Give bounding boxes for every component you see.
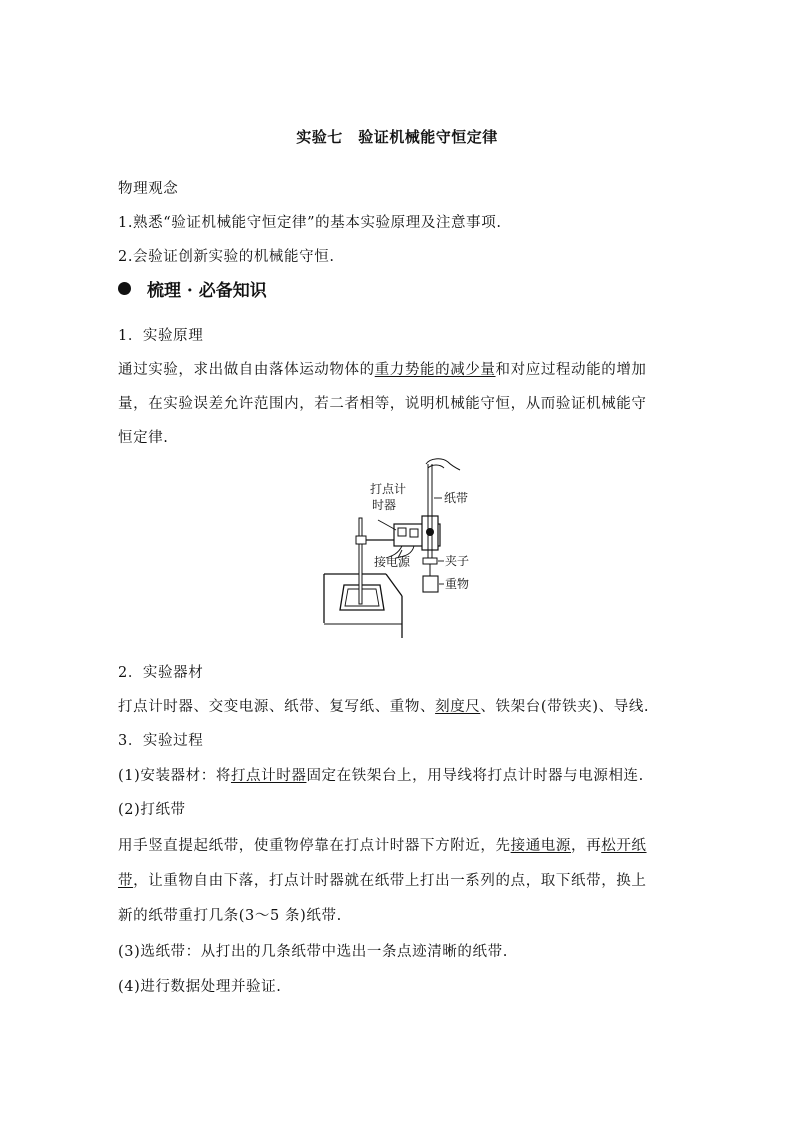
- section-label: 梳理 · 必备知识: [147, 281, 267, 301]
- principle-line-1: [118, 358, 688, 379]
- procedure-heading: 3．实验过程: [118, 733, 204, 749]
- bullet-icon: [118, 282, 131, 295]
- procedure-step-2-line-1: [118, 834, 688, 855]
- underlined-term: 带: [118, 873, 134, 889]
- stand-rod: [359, 518, 362, 604]
- underlined-term: 松开纸: [601, 838, 647, 854]
- text-run: 固定在铁架台上，用导线将打点计时器与电源相连.: [306, 768, 644, 784]
- hand-icon: [428, 465, 444, 468]
- underlined-term: 打点计时器: [230, 768, 307, 784]
- clamp-boss: [356, 536, 366, 544]
- procedure-step-1: [118, 764, 688, 785]
- weight-block: [423, 576, 438, 592]
- text-run: 、铁架台(带铁夹)、导线.: [480, 699, 650, 715]
- timer-magnet: [426, 528, 434, 536]
- label-weight: 重物: [445, 577, 470, 591]
- hand-icon: [426, 459, 460, 470]
- equipment-line: [118, 695, 688, 716]
- label-timer-line-1: 打点计: [370, 482, 407, 496]
- procedure-step-2-line-3: 新的纸带重打几条(3～5 条)纸带.: [118, 908, 342, 924]
- procedure-step-2-line-2: [118, 869, 688, 890]
- underlined-term: 刻度尺: [435, 699, 481, 715]
- text-run: ，让重物自由下落，打点计时器就在纸带上打出一系列的点，取下纸带，换上: [133, 873, 647, 889]
- text-run: 打点计时器、交变电源、纸带、复写纸、重物、: [118, 699, 436, 715]
- intro-heading: 物理观念: [118, 181, 179, 197]
- text-run: 用手竖直提起纸带，使重物停靠在打点计时器下方附近，先: [118, 838, 511, 854]
- procedure-step-2-title: (2)打纸带: [118, 802, 186, 818]
- equipment-heading: 2．实验器材: [118, 665, 204, 681]
- principle-heading: 1．实验原理: [118, 328, 204, 344]
- leader-line: [378, 520, 396, 530]
- text-run: 和对应过程动能的增加: [495, 362, 647, 378]
- timer-terminal: [410, 529, 418, 537]
- section-heading: [118, 276, 267, 301]
- label-timer-line-2: 时器: [372, 498, 397, 512]
- label-power-supply: 接电源: [374, 555, 411, 569]
- underlined-term: 接通电源: [510, 838, 572, 854]
- text-run: (1)安装器材：将: [118, 768, 231, 784]
- underlined-term: 重力势能的减少量: [374, 362, 496, 378]
- intro-item-1: 1.熟悉“验证机械能守恒定律”的基本实验原理及注意事项.: [118, 215, 502, 231]
- principle-line-2: 量，在实验误差允许范围内，若二者相等，说明机械能守恒，从而验证机械能守: [118, 396, 647, 412]
- apparatus-figure: [318, 458, 478, 648]
- clip: [423, 558, 437, 564]
- timer-terminal: [398, 528, 406, 536]
- label-paper-tape: 纸带: [444, 491, 469, 505]
- table-edge: [386, 574, 402, 596]
- label-clip: 夹子: [445, 554, 470, 568]
- intro-item-2: 2.会验证创新实验的机械能守恒.: [118, 249, 335, 265]
- text-run: 通过实验，求出做自由落体运动物体的: [118, 362, 375, 378]
- procedure-step-3: (3)选纸带：从打出的几条纸带中选出一条点迹清晰的纸带.: [118, 944, 508, 960]
- principle-line-3: 恒定律.: [118, 430, 169, 446]
- procedure-step-4: (4)进行数据处理并验证.: [118, 979, 282, 995]
- page-title: 实验七 验证机械能守恒定律: [296, 128, 498, 146]
- text-run: ，再: [571, 838, 602, 854]
